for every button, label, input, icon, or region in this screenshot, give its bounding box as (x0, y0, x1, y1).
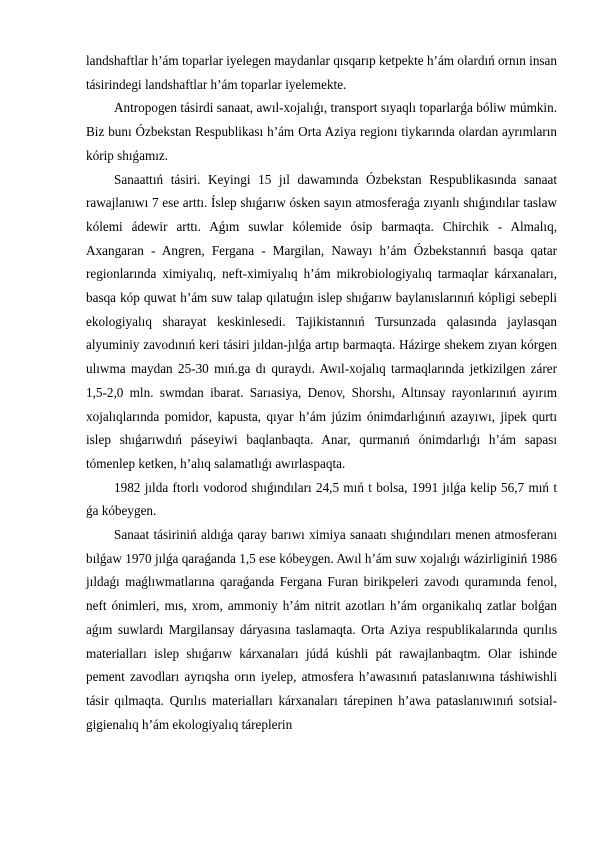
paragraph: Antropogen tásirdi sanaat, awıl-xojalıǵı, transport sıyaqlı toparlarǵa bóliw múmkin. Biz bunı Ózbekstan Respublikası h’ám Orta Aziya regionı tiykarında olardan ayrımların kórip shıǵamız. (86, 100, 557, 163)
paragraph: landshaftlar h’ám toparlar iyelegen maydanlar qısqarıp ketpekte h’ám olardıń ornın insan tásirindegi landshaftlar h’ám toparlar iyelemekte. (86, 53, 557, 92)
paragraph: Sanaattıń tásiri. Keyingi 15 jıl dawamında Ózbekstan Respublikasında sanaat rawajlanıwı 7 ese arttı. Íslep shıǵarıw ósken sayın atmosferaǵa zıyanlı shıǵındılar taslaw kólemi ádewir arttı. Aǵım suwlar kólemide ósip barmaqta. Chirchik - Almalıq, Axangaran - Angren, Fergana - Margilan, Nawayı h’ám Ózbekstannıń basqa qatar regionlarında ximiyalıq, neft-ximiyalıq h’ám mikrobiologiyalıq tarmaqlar kárxanaları, basqa kóp quwat h’ám suw talap qılatuǵın islep shıǵarıw baylanıslarınıń kópligi sebepli ekologiyalıq sharayat keskinlesedi. Tajikistannıń Tursunzada qalasında jaylasqan alyuminiy zavodınıń keri tásiri jıldan-jılǵa artıp barmaqta. Házirge shekem zıyan kórgen ulıwma maydan 25-30 mıń.ga dı quraydı. Awıl-xojalıq tarmaqlarında jetkizilgen zárer 1,5-2,0 mln. swmdan ibarat. Sarıasiya, Denov, Shorshı, Altınsay rayonlarınıń ayırım xojalıqlarında pomidor, kapusta, qıyar h’ám júzim ónimdarlıǵınıń azayıwı, jipek qurtı islep shıǵarıwdıń páseyiwi baqlanbaqta. Anar, qurmanıń ónimdarlıǵı h’ám sapası tómenlep ketken, h’alıq salamatlıǵı awırlaspaqta. (86, 171, 557, 471)
paragraph: Sanaat tásiriniń aldıǵa qaray barıwı ximiya sanaatı shıǵındıları menen atmosferanı bılǵaw 1970 jılǵa qaraǵanda 1,5 ese kóbeygen. Awıl h’ám suw xojalıǵı wázirliginiń 1986 jıldaǵı maǵlıwmatlarına qaraǵanda Fergana Furan birikpeleri zavodı quramında fenol, neft ónimleri, mıs, xrom, ammoniy h’ám nitrit azotları h’ám organikalıq zatlar bolǵan aǵım suwlardı Margilansay dáryasına taslamaqta. Orta Aziya respublikalarında qurılıs materialları islep shıǵarıw kárxanaları júdá kúshli pát rawajlanbaqtm. Olar ishinde pement zavodları ayrıqsha orın iyelep, atmosfera h’awasınıń pataslanıwına táshiwishli tásir qılmaqta. Qurılıs materialları kárxanaları tárepinen h’awa pataslanıwınıń sotsial-gigienalıq h’ám ekologiyalıq táreplerin (86, 527, 557, 732)
paragraph: 1982 jılda ftorlı vodorod shıǵındıları 24,5 mıń t bolsa, 1991 jılǵa kelip 56,7 mıń t ǵa kóbeygen. (86, 479, 557, 519)
document-page (86, 49, 557, 736)
